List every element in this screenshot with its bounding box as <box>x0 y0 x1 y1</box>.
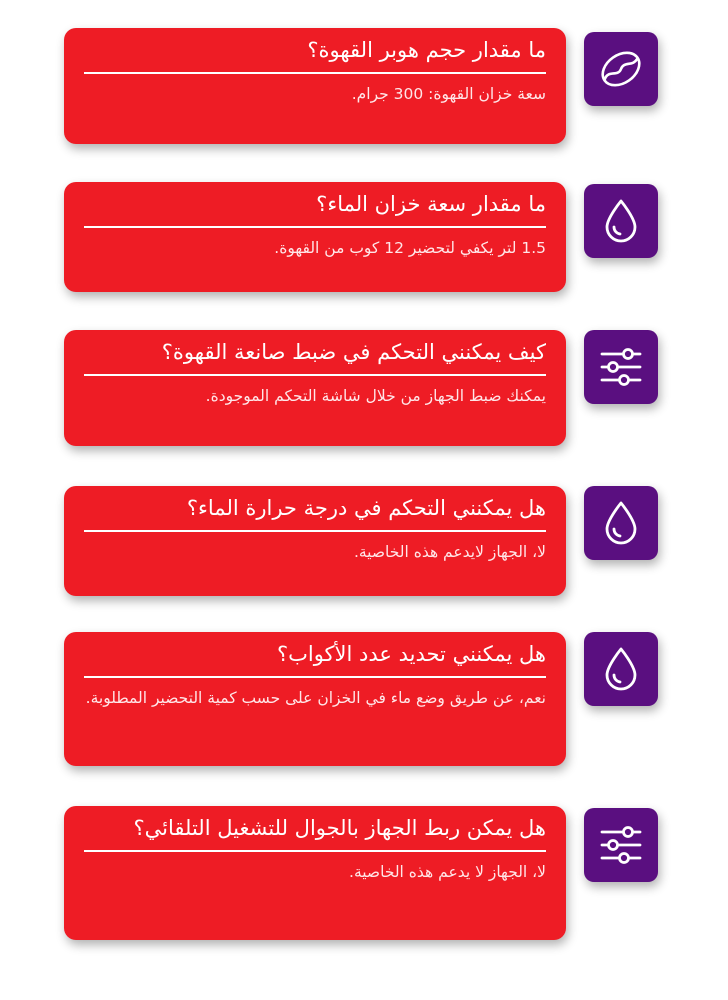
faq-question: ما مقدار حجم هوبر القهوة؟ <box>84 36 546 74</box>
faq-card <box>64 632 566 766</box>
water-drop-icon <box>584 632 658 706</box>
faq-card <box>64 806 566 940</box>
faq-answer: يمكنك ضبط الجهاز من خلال شاشة التحكم الموجودة. <box>205 387 546 405</box>
faq-question: هل يمكنني التحكم في درجة حرارة الماء؟ <box>84 494 546 532</box>
coffee-bean-icon <box>584 32 658 106</box>
faq-card <box>64 28 566 144</box>
faq-question: كيف يمكنني التحكم في ضبط صانعة القهوة؟ <box>84 338 546 376</box>
water-drop-icon <box>584 486 658 560</box>
water-drop-icon <box>584 184 658 258</box>
faq-question: هل يمكن ربط الجهاز بالجوال للتشغيل التلقائي؟ <box>84 814 546 852</box>
sliders-icon <box>584 330 658 404</box>
faq-answer: لا، الجهاز لا يدعم هذه الخاصية. <box>349 863 546 881</box>
faq-question: ما مقدار سعة خزان الماء؟ <box>84 190 546 228</box>
faq-answer: سعة خزان القهوة: 300 جرام. <box>351 85 546 103</box>
faq-question: هل يمكنني تحديد عدد الأكواب؟ <box>84 640 546 678</box>
sliders-icon <box>584 808 658 882</box>
faq-card <box>64 182 566 292</box>
faq-answer: 1.5 لتر يكفي لتحضير 12 كوب من القهوة. <box>274 239 546 257</box>
faq-answer: لا، الجهاز لايدعم هذه الخاصية. <box>353 543 546 561</box>
faq-card <box>64 486 566 596</box>
faq-answer: نعم، عن طريق وضع ماء في الخزان على حسب كمية التحضير المطلوبة. <box>85 689 546 707</box>
faq-card <box>64 330 566 446</box>
